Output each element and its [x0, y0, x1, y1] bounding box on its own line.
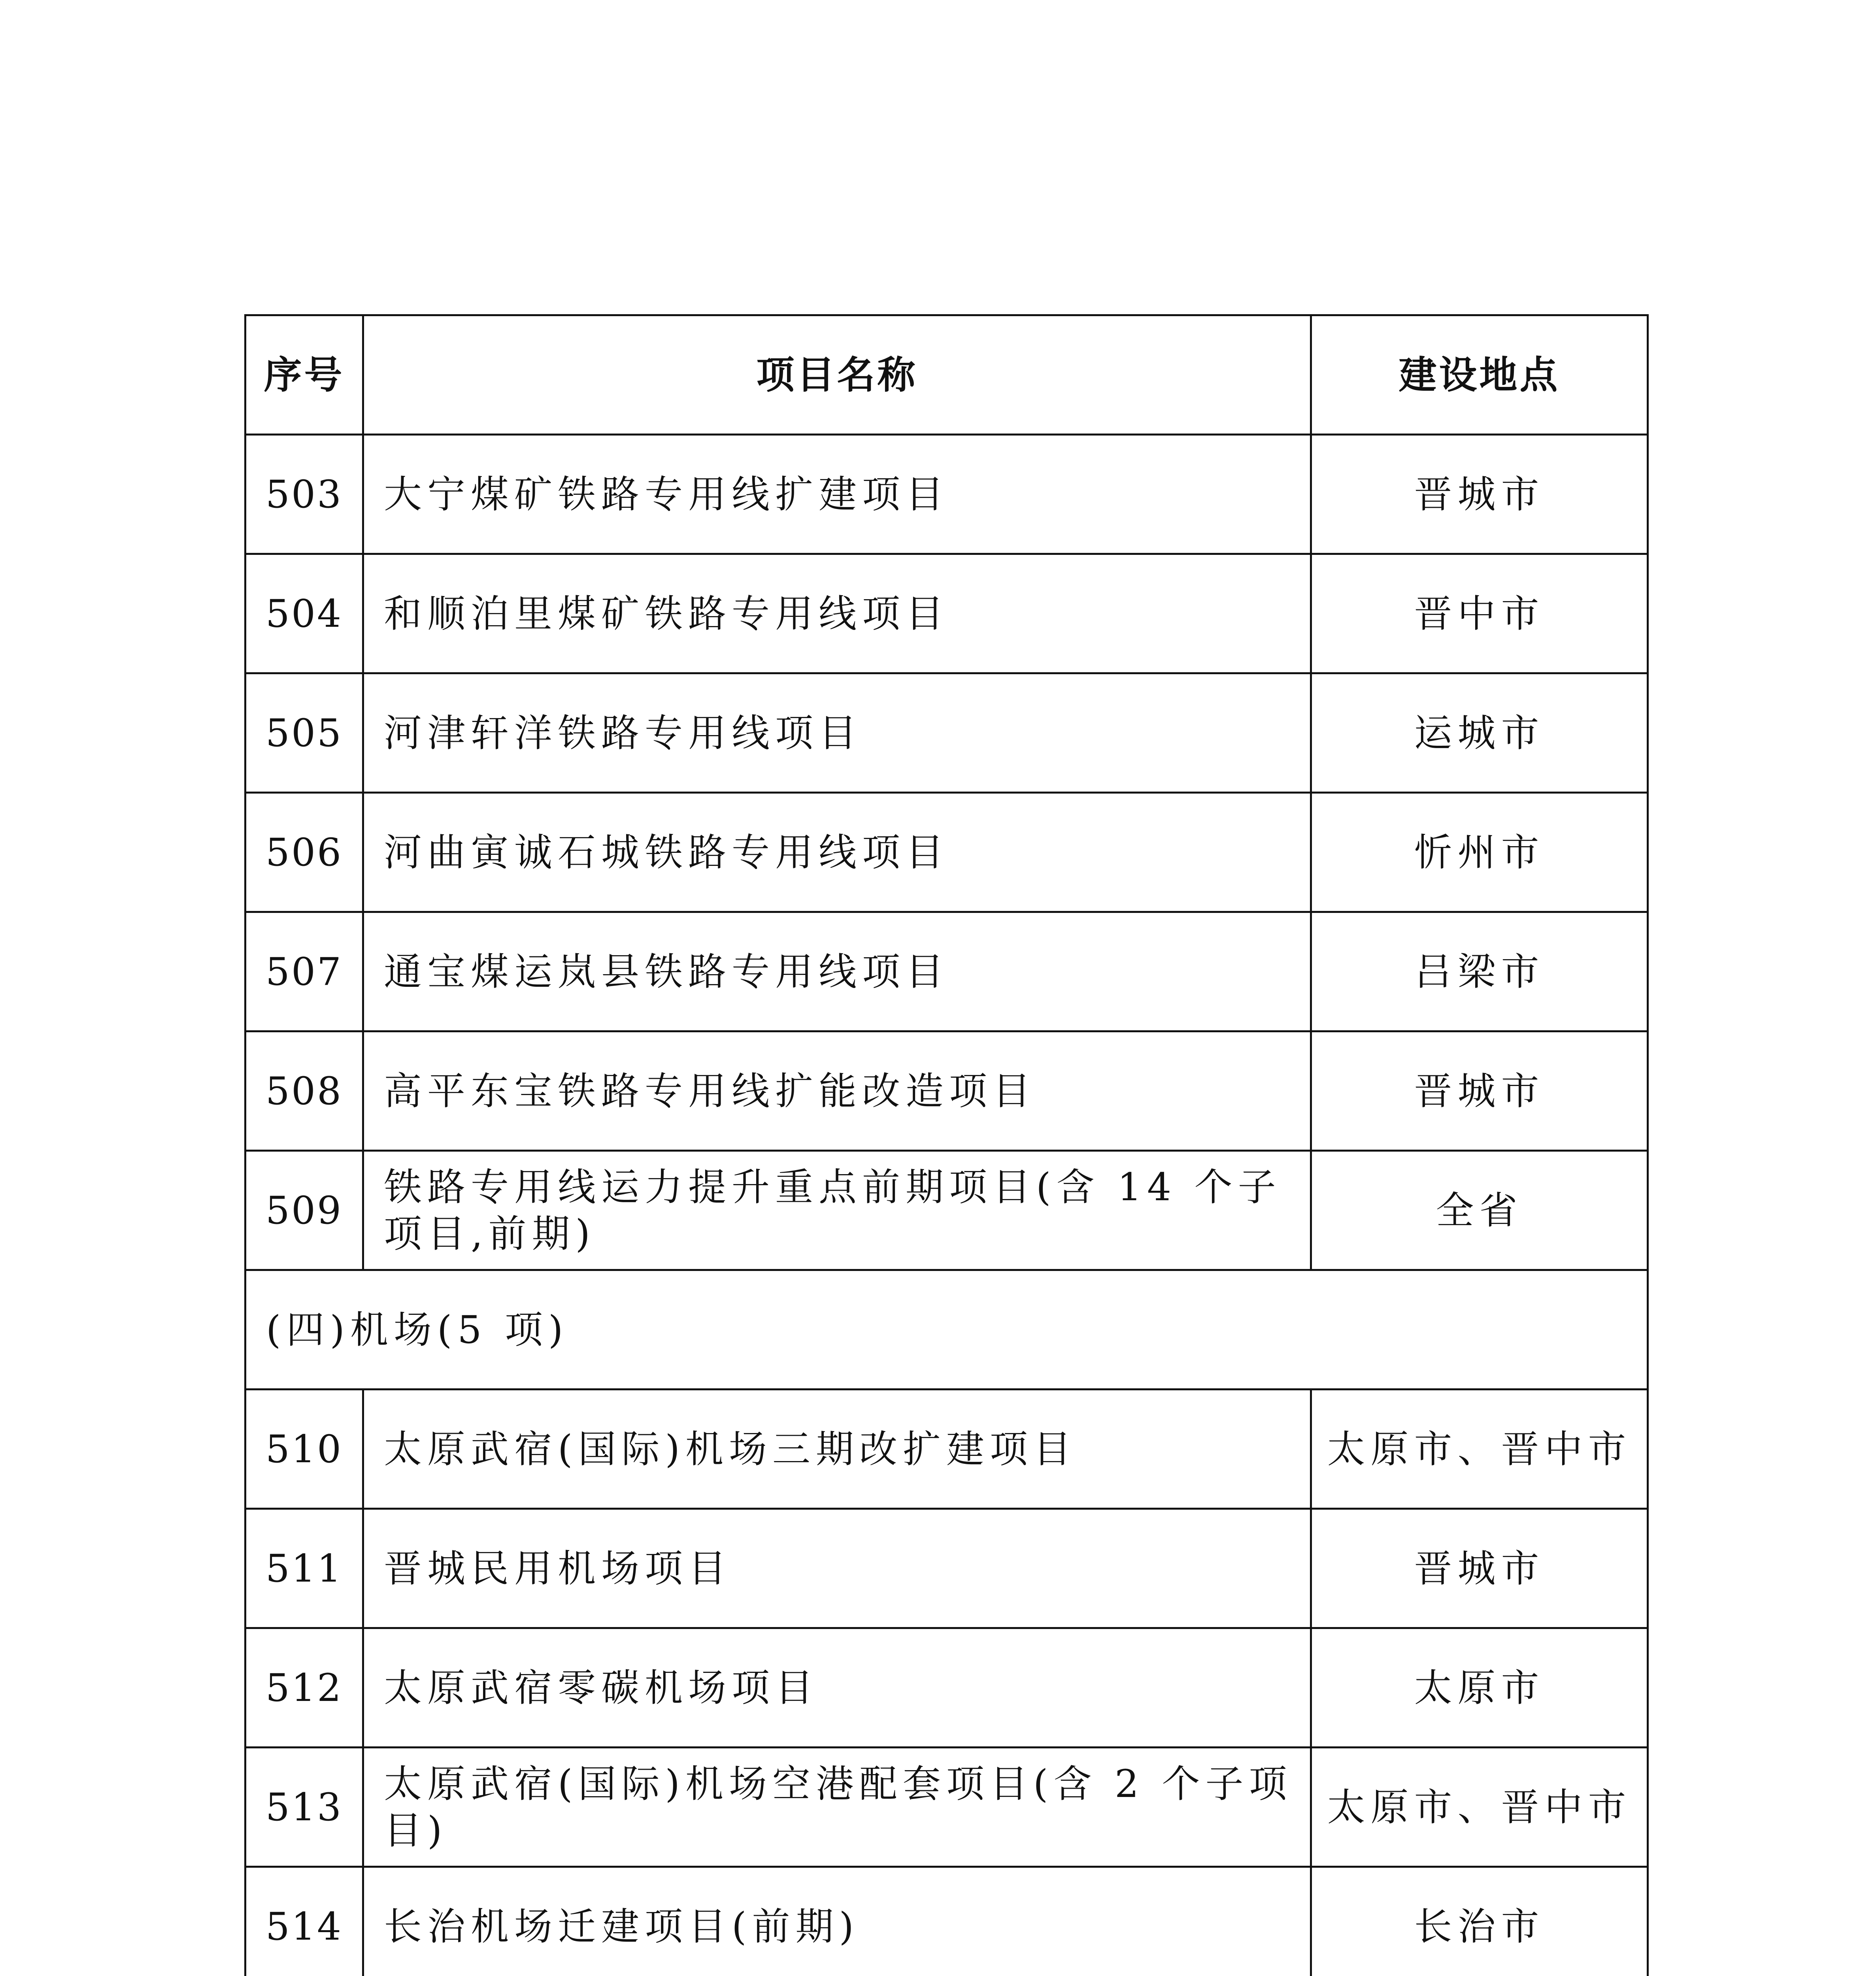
row-seq: 510 [245, 1390, 363, 1509]
table-row [245, 1867, 1648, 1976]
table-row [245, 435, 1648, 554]
section-label: (四)机场(5 项) [245, 1270, 1648, 1390]
table-row [245, 554, 1648, 673]
row-seq: 514 [245, 1867, 363, 1976]
row-name: 晋城民用机场项目 [363, 1509, 1311, 1628]
row-location: 太原市、晋中市 [1311, 1390, 1648, 1509]
row-seq: 511 [245, 1509, 363, 1628]
header-seq: 序号 [245, 315, 363, 435]
table-row [245, 1509, 1648, 1628]
row-location: 运城市 [1311, 673, 1648, 793]
row-seq: 506 [245, 793, 363, 912]
row-seq: 504 [245, 554, 363, 673]
table-row [245, 1628, 1648, 1748]
row-seq: 513 [245, 1748, 363, 1867]
row-seq: 505 [245, 673, 363, 793]
row-name: 河曲寅诚石城铁路专用线项目 [363, 793, 1311, 912]
row-seq: 503 [245, 435, 363, 554]
row-name: 和顺泊里煤矿铁路专用线项目 [363, 554, 1311, 673]
row-seq: 509 [245, 1151, 363, 1270]
row-location: 晋城市 [1311, 435, 1648, 554]
row-location: 太原市 [1311, 1628, 1648, 1748]
row-name: 太原武宿(国际)机场空港配套项目(含 2 个子项目) [363, 1748, 1311, 1867]
project-table [244, 314, 1649, 1976]
table-row [245, 673, 1648, 793]
row-name: 高平东宝铁路专用线扩能改造项目 [363, 1031, 1311, 1151]
row-seq: 512 [245, 1628, 363, 1748]
row-location: 晋城市 [1311, 1031, 1648, 1151]
table-row [245, 912, 1648, 1031]
row-seq: 507 [245, 912, 363, 1031]
table-header [245, 315, 1648, 435]
row-name: 通宝煤运岚县铁路专用线项目 [363, 912, 1311, 1031]
row-location: 全省 [1311, 1151, 1648, 1270]
row-location: 太原市、晋中市 [1311, 1748, 1648, 1867]
row-name: 大宁煤矿铁路专用线扩建项目 [363, 435, 1311, 554]
row-location: 忻州市 [1311, 793, 1648, 912]
table-row [245, 793, 1648, 912]
row-location: 晋城市 [1311, 1509, 1648, 1628]
row-name: 长治机场迁建项目(前期) [363, 1867, 1311, 1976]
header-name: 项目名称 [363, 315, 1311, 435]
table-row [245, 1031, 1648, 1151]
table-row [245, 1390, 1648, 1509]
section-row [245, 1270, 1648, 1390]
table-row [245, 1151, 1648, 1270]
row-name: 铁路专用线运力提升重点前期项目(含 14 个子项目,前期) [363, 1151, 1311, 1270]
row-name: 河津轩洋铁路专用线项目 [363, 673, 1311, 793]
row-name: 太原武宿零碳机场项目 [363, 1628, 1311, 1748]
header-location: 建设地点 [1311, 315, 1648, 435]
table-row [245, 1748, 1648, 1867]
table-body [245, 435, 1648, 1976]
row-seq: 508 [245, 1031, 363, 1151]
row-location: 吕梁市 [1311, 912, 1648, 1031]
row-location: 晋中市 [1311, 554, 1648, 673]
row-location: 长治市 [1311, 1867, 1648, 1976]
header-row [245, 315, 1648, 435]
row-name: 太原武宿(国际)机场三期改扩建项目 [363, 1390, 1311, 1509]
